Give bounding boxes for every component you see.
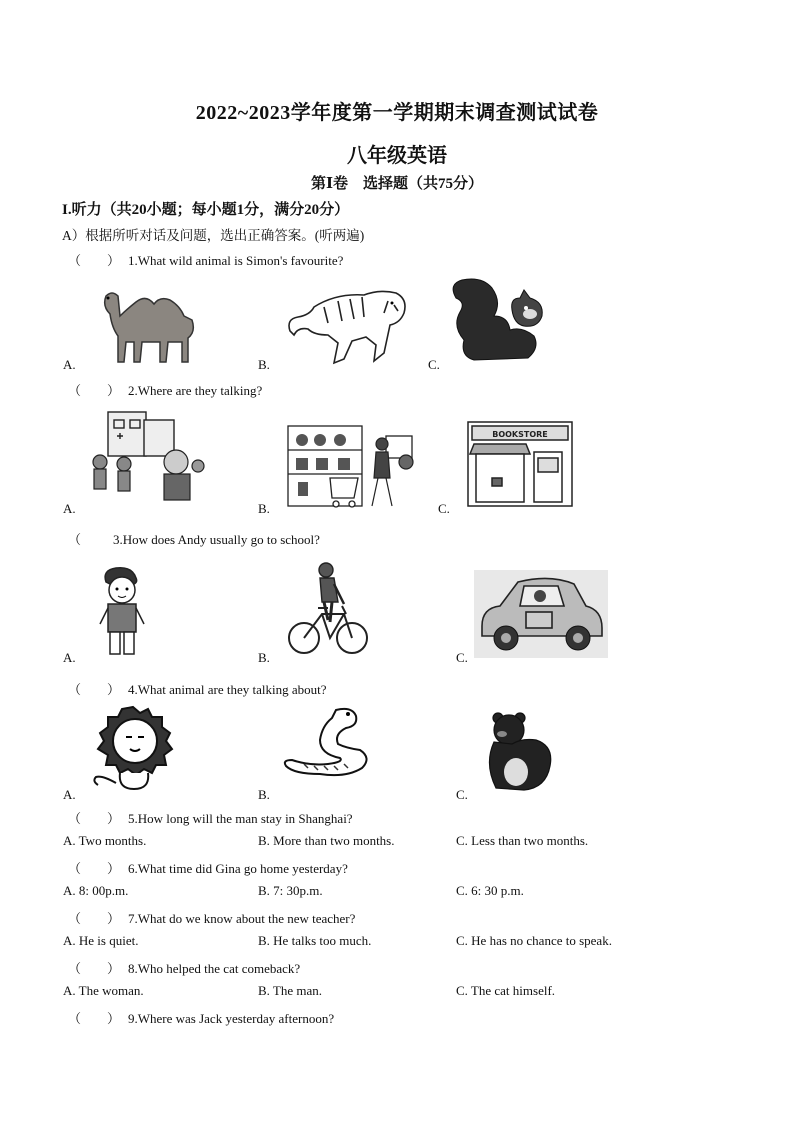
- answer-paren[interactable]: （: [68, 532, 82, 547]
- option-a-label: A.: [63, 501, 76, 516]
- question-text: 6.What time did Gina go home yesterday?: [128, 861, 348, 876]
- answer-paren[interactable]: （ ）: [68, 383, 121, 398]
- option-b-label: B.: [258, 787, 270, 802]
- section-instruction: A）根据所听对话及问题，选出正确答案。(听两遍): [62, 228, 365, 243]
- walking-boy-image[interactable]: [92, 566, 152, 658]
- option-b-label: B.: [258, 650, 270, 665]
- bear-image[interactable]: [484, 710, 560, 796]
- option-b[interactable]: B. He talks too much.: [258, 933, 372, 948]
- answer-paren[interactable]: （ ）: [68, 961, 121, 976]
- option-a-label: A.: [63, 357, 76, 372]
- answer-paren[interactable]: （ ）: [68, 253, 121, 268]
- exam-title: 2022~2023学年度第一学期期末调查测试试卷: [195, 102, 599, 124]
- option-c[interactable]: C. Less than two months.: [456, 833, 589, 848]
- option-c-label: C.: [428, 357, 440, 372]
- option-b[interactable]: B. The man.: [258, 983, 323, 998]
- option-c[interactable]: C. The cat himself.: [456, 983, 556, 998]
- store-sign: BOOKSTORE: [492, 430, 548, 439]
- question-text: 9.Where was Jack yesterday afternoon?: [128, 1011, 335, 1026]
- lion-image[interactable]: [88, 703, 178, 795]
- option-c[interactable]: C. 6: 30 p.m.: [456, 883, 524, 898]
- question-8: [68, 958, 300, 977]
- question-text: 8.Who helped the cat comeback?: [128, 961, 301, 976]
- question-text: 5.How long will the man stay in Shanghai?: [128, 811, 353, 826]
- question-1: [68, 250, 343, 269]
- question-text: 2.Where are they talking?: [128, 383, 263, 398]
- option-a-label: A.: [63, 650, 76, 665]
- squirrel-image[interactable]: [448, 276, 552, 366]
- option-a[interactable]: A. He is quiet.: [63, 933, 139, 948]
- option-b-label: B.: [258, 501, 270, 516]
- option-a[interactable]: A. Two months.: [63, 833, 147, 848]
- answer-paren[interactable]: （ ）: [68, 682, 121, 697]
- supermarket-scene-image[interactable]: [286, 422, 434, 510]
- option-a-label: A.: [63, 787, 76, 802]
- answer-paren[interactable]: （ ）: [68, 811, 121, 826]
- option-a[interactable]: A. The woman.: [63, 983, 144, 998]
- question-text: 3.How does Andy usually go to school?: [113, 532, 320, 547]
- option-c-label: C.: [438, 501, 450, 516]
- bookstore-image[interactable]: [466, 418, 578, 508]
- answer-paren[interactable]: （ ）: [68, 861, 121, 876]
- snake-image[interactable]: [280, 704, 372, 780]
- option-c[interactable]: C. He has no chance to speak.: [456, 933, 612, 948]
- option-a[interactable]: A. 8: 00p.m.: [63, 883, 129, 898]
- camel-image[interactable]: [92, 286, 212, 368]
- question-6: [68, 858, 348, 877]
- hospital-scene-image[interactable]: [86, 406, 212, 508]
- question-7: [68, 908, 355, 927]
- part-heading: 第Ⅰ卷 选择题（共75分）: [310, 176, 484, 192]
- option-c-label: C.: [456, 787, 468, 802]
- option-b[interactable]: B. More than two months.: [258, 833, 395, 848]
- question-2: [68, 380, 262, 399]
- section-heading: I.听力（共20小题；每小题1分，满分20分）: [62, 202, 350, 218]
- question-text: 7.What do we know about the new teacher?: [128, 911, 356, 926]
- question-text: 4.What animal are they talking about?: [128, 682, 327, 697]
- option-b-label: B.: [258, 357, 270, 372]
- bicycle-image[interactable]: [288, 560, 368, 660]
- question-text: 1.What wild animal is Simon's favourite?: [128, 253, 344, 268]
- tiger-image[interactable]: [284, 283, 412, 367]
- question-4: [68, 679, 327, 698]
- answer-paren[interactable]: （ ）: [68, 1011, 121, 1026]
- option-b[interactable]: B. 7: 30p.m.: [258, 883, 323, 898]
- question-3: [68, 529, 320, 548]
- question-5: [68, 808, 353, 827]
- option-c-label: C.: [456, 650, 468, 665]
- question-9: [68, 1008, 334, 1027]
- exam-subtitle: 八年级英语: [347, 145, 447, 167]
- answer-paren[interactable]: （ ）: [68, 911, 121, 926]
- car-image[interactable]: [474, 570, 608, 658]
